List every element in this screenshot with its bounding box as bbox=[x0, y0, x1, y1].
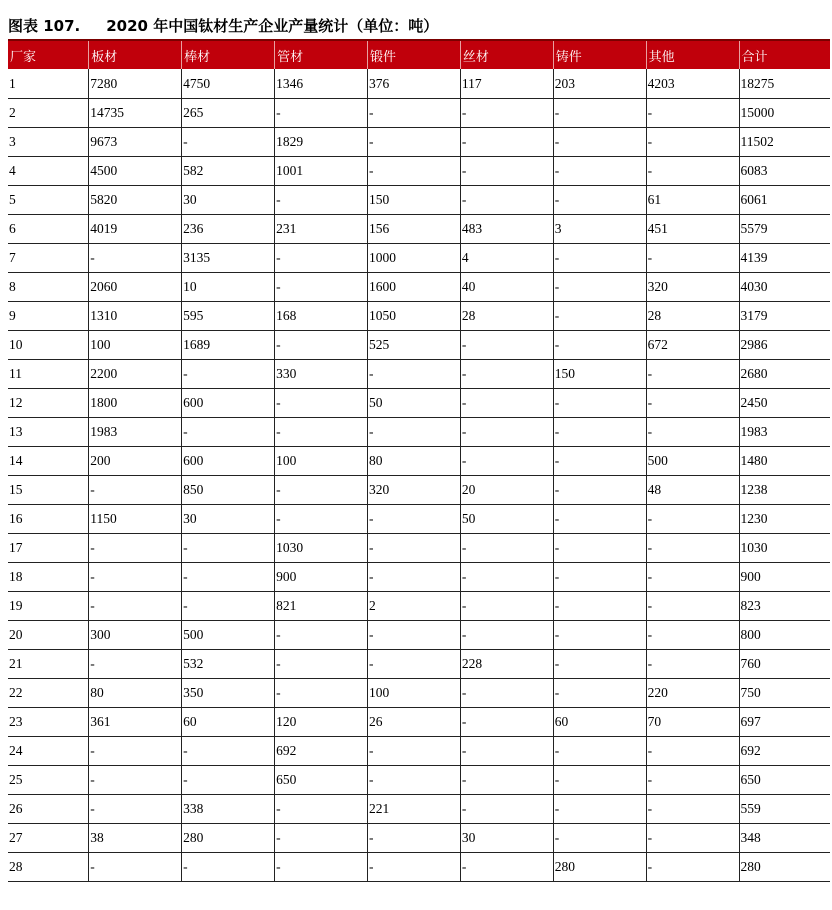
table-cell: 221 bbox=[367, 795, 460, 824]
table-cell: 500 bbox=[646, 447, 739, 476]
table-cell: - bbox=[553, 244, 646, 273]
table-cell: - bbox=[182, 737, 275, 766]
table-cell: - bbox=[460, 708, 553, 737]
table-cell: 280 bbox=[553, 853, 646, 882]
table-cell: 7280 bbox=[89, 69, 182, 99]
table-cell: - bbox=[460, 679, 553, 708]
table-cell: - bbox=[553, 563, 646, 592]
table-cell: 1001 bbox=[275, 157, 368, 186]
table-cell: - bbox=[367, 99, 460, 128]
table-row bbox=[8, 69, 830, 99]
table-row bbox=[8, 737, 830, 766]
table-cell: - bbox=[182, 853, 275, 882]
table-cell: 823 bbox=[739, 592, 830, 621]
manufacturer-cell: 11 bbox=[8, 360, 89, 389]
table-cell: - bbox=[646, 795, 739, 824]
table-cell: - bbox=[553, 186, 646, 215]
table-cell: - bbox=[460, 534, 553, 563]
table-cell: - bbox=[275, 505, 368, 534]
table-body bbox=[8, 69, 830, 882]
table-cell: 4500 bbox=[89, 157, 182, 186]
table-cell: 4 bbox=[460, 244, 553, 273]
table-cell: - bbox=[646, 650, 739, 679]
table-cell: - bbox=[460, 157, 553, 186]
table-cell: - bbox=[460, 737, 553, 766]
table-cell: 1030 bbox=[275, 534, 368, 563]
table-cell: 4750 bbox=[182, 69, 275, 99]
table-cell: 203 bbox=[553, 69, 646, 99]
table-cell: 168 bbox=[275, 302, 368, 331]
table-cell: - bbox=[182, 766, 275, 795]
table-cell: - bbox=[460, 418, 553, 447]
table-cell: 5579 bbox=[739, 215, 830, 244]
table-cell: 1689 bbox=[182, 331, 275, 360]
table-cell: - bbox=[553, 273, 646, 302]
table-cell: - bbox=[646, 389, 739, 418]
table-cell: - bbox=[553, 418, 646, 447]
manufacturer-cell: 4 bbox=[8, 157, 89, 186]
table-cell: - bbox=[460, 128, 553, 157]
table-cell: 61 bbox=[646, 186, 739, 215]
manufacturer-cell: 20 bbox=[8, 621, 89, 650]
table-cell: 361 bbox=[89, 708, 182, 737]
manufacturer-cell: 23 bbox=[8, 708, 89, 737]
table-cell: - bbox=[89, 650, 182, 679]
table-row bbox=[8, 389, 830, 418]
table-cell: 14735 bbox=[89, 99, 182, 128]
manufacturer-cell: 27 bbox=[8, 824, 89, 853]
table-cell: - bbox=[89, 592, 182, 621]
table-cell: - bbox=[460, 447, 553, 476]
table-cell: - bbox=[646, 244, 739, 273]
table-row bbox=[8, 534, 830, 563]
table-cell: - bbox=[275, 273, 368, 302]
table-cell: - bbox=[182, 418, 275, 447]
table-cell: - bbox=[89, 534, 182, 563]
table-row bbox=[8, 679, 830, 708]
table-row bbox=[8, 592, 830, 621]
table-cell: - bbox=[89, 244, 182, 273]
table-cell: - bbox=[275, 331, 368, 360]
table-cell: 280 bbox=[182, 824, 275, 853]
table-cell: - bbox=[275, 824, 368, 853]
table-cell: 38 bbox=[89, 824, 182, 853]
table-cell: 80 bbox=[367, 447, 460, 476]
table-cell: - bbox=[460, 621, 553, 650]
manufacturer-cell: 5 bbox=[8, 186, 89, 215]
table-row bbox=[8, 795, 830, 824]
production-table bbox=[8, 39, 830, 882]
table-cell: - bbox=[460, 331, 553, 360]
manufacturer-cell: 18 bbox=[8, 563, 89, 592]
manufacturer-cell: 19 bbox=[8, 592, 89, 621]
table-cell: - bbox=[182, 592, 275, 621]
table-cell: 451 bbox=[646, 215, 739, 244]
table-cell: - bbox=[646, 418, 739, 447]
table-row bbox=[8, 128, 830, 157]
table-cell: - bbox=[646, 824, 739, 853]
table-cell: 348 bbox=[739, 824, 830, 853]
table-row bbox=[8, 621, 830, 650]
table-cell: - bbox=[553, 650, 646, 679]
manufacturer-cell: 21 bbox=[8, 650, 89, 679]
table-cell: 4019 bbox=[89, 215, 182, 244]
table-cell: 320 bbox=[367, 476, 460, 505]
figure-title: 2020 年中国钛材生产企业产量统计（单位：吨） bbox=[106, 16, 439, 35]
manufacturer-cell: 9 bbox=[8, 302, 89, 331]
table-cell: 821 bbox=[275, 592, 368, 621]
table-cell: - bbox=[367, 650, 460, 679]
table-cell: - bbox=[182, 534, 275, 563]
table-cell: 220 bbox=[646, 679, 739, 708]
table-cell: - bbox=[367, 737, 460, 766]
table-cell: 559 bbox=[739, 795, 830, 824]
table-cell: 40 bbox=[460, 273, 553, 302]
table-cell: 4203 bbox=[646, 69, 739, 99]
table-cell: - bbox=[646, 128, 739, 157]
table-cell: - bbox=[553, 679, 646, 708]
figure-label: 图表 107. bbox=[8, 16, 81, 35]
table-cell: 3 bbox=[553, 215, 646, 244]
table-cell: 582 bbox=[182, 157, 275, 186]
table-cell: - bbox=[367, 621, 460, 650]
table-cell: 692 bbox=[275, 737, 368, 766]
table-cell: 1000 bbox=[367, 244, 460, 273]
table-cell: 100 bbox=[367, 679, 460, 708]
table-cell: - bbox=[275, 418, 368, 447]
table-row bbox=[8, 447, 830, 476]
table-cell: 26 bbox=[367, 708, 460, 737]
table-cell: 30 bbox=[460, 824, 553, 853]
table-row bbox=[8, 273, 830, 302]
table-cell: - bbox=[275, 99, 368, 128]
table-cell: - bbox=[182, 128, 275, 157]
table-cell: - bbox=[646, 853, 739, 882]
column-header: 铸件 bbox=[553, 40, 646, 69]
table-cell: - bbox=[89, 563, 182, 592]
table-cell: 1030 bbox=[739, 534, 830, 563]
table-cell: - bbox=[182, 563, 275, 592]
table-cell: 3179 bbox=[739, 302, 830, 331]
table-cell: - bbox=[646, 766, 739, 795]
table-cell: 30 bbox=[182, 186, 275, 215]
table-cell: - bbox=[89, 853, 182, 882]
table-cell: - bbox=[553, 795, 646, 824]
table-row bbox=[8, 766, 830, 795]
table-row bbox=[8, 418, 830, 447]
table-cell: 800 bbox=[739, 621, 830, 650]
table-cell: 900 bbox=[275, 563, 368, 592]
manufacturer-cell: 13 bbox=[8, 418, 89, 447]
table-cell: 150 bbox=[367, 186, 460, 215]
table-cell: 80 bbox=[89, 679, 182, 708]
table-row bbox=[8, 244, 830, 273]
table-cell: - bbox=[553, 534, 646, 563]
table-cell: - bbox=[367, 157, 460, 186]
table-cell: 1829 bbox=[275, 128, 368, 157]
table-cell: 1230 bbox=[739, 505, 830, 534]
table-cell: 48 bbox=[646, 476, 739, 505]
table-row bbox=[8, 157, 830, 186]
table-cell: 532 bbox=[182, 650, 275, 679]
table-row bbox=[8, 650, 830, 679]
table-cell: 2060 bbox=[89, 273, 182, 302]
column-header: 丝材 bbox=[460, 40, 553, 69]
table-cell: 200 bbox=[89, 447, 182, 476]
table-cell: 2200 bbox=[89, 360, 182, 389]
table-cell: 231 bbox=[275, 215, 368, 244]
table-cell: 5820 bbox=[89, 186, 182, 215]
table-cell: - bbox=[553, 824, 646, 853]
table-row bbox=[8, 853, 830, 882]
table-cell: 1050 bbox=[367, 302, 460, 331]
table-cell: 11502 bbox=[739, 128, 830, 157]
table-cell: - bbox=[646, 360, 739, 389]
column-header: 棒材 bbox=[182, 40, 275, 69]
table-cell: 1983 bbox=[89, 418, 182, 447]
table-cell: - bbox=[646, 621, 739, 650]
table-cell: 70 bbox=[646, 708, 739, 737]
table-cell: - bbox=[553, 476, 646, 505]
table-cell: 6083 bbox=[739, 157, 830, 186]
table-cell: 3135 bbox=[182, 244, 275, 273]
table-cell: 265 bbox=[182, 99, 275, 128]
table-cell: - bbox=[553, 592, 646, 621]
table-cell: 600 bbox=[182, 389, 275, 418]
table-cell: - bbox=[646, 505, 739, 534]
table-cell: - bbox=[275, 853, 368, 882]
manufacturer-cell: 10 bbox=[8, 331, 89, 360]
table-cell: 2680 bbox=[739, 360, 830, 389]
table-cell: 650 bbox=[275, 766, 368, 795]
table-cell: 28 bbox=[646, 302, 739, 331]
table-cell: 60 bbox=[553, 708, 646, 737]
column-header: 其他 bbox=[646, 40, 739, 69]
table-cell: 760 bbox=[739, 650, 830, 679]
column-header: 合计 bbox=[739, 40, 830, 69]
manufacturer-cell: 14 bbox=[8, 447, 89, 476]
table-cell: - bbox=[553, 128, 646, 157]
manufacturer-cell: 8 bbox=[8, 273, 89, 302]
table-row bbox=[8, 99, 830, 128]
table-cell: 100 bbox=[275, 447, 368, 476]
table-cell: 595 bbox=[182, 302, 275, 331]
table-cell: 50 bbox=[460, 505, 553, 534]
table-cell: 1150 bbox=[89, 505, 182, 534]
table-cell: - bbox=[460, 592, 553, 621]
table-row bbox=[8, 708, 830, 737]
table-cell: - bbox=[275, 679, 368, 708]
table-row bbox=[8, 505, 830, 534]
table-cell: - bbox=[646, 534, 739, 563]
table-row bbox=[8, 331, 830, 360]
table-cell: 20 bbox=[460, 476, 553, 505]
table-cell: 338 bbox=[182, 795, 275, 824]
table-cell: - bbox=[553, 99, 646, 128]
table-cell: - bbox=[646, 737, 739, 766]
table-cell: 15000 bbox=[739, 99, 830, 128]
table-row bbox=[8, 360, 830, 389]
table-cell: - bbox=[553, 505, 646, 534]
table-cell: - bbox=[367, 853, 460, 882]
table-cell: - bbox=[367, 824, 460, 853]
table-cell: 483 bbox=[460, 215, 553, 244]
manufacturer-cell: 16 bbox=[8, 505, 89, 534]
table-cell: 350 bbox=[182, 679, 275, 708]
table-cell: 150 bbox=[553, 360, 646, 389]
table-cell: - bbox=[553, 389, 646, 418]
manufacturer-cell: 12 bbox=[8, 389, 89, 418]
table-cell: - bbox=[275, 244, 368, 273]
table-row bbox=[8, 824, 830, 853]
table-cell: 6061 bbox=[739, 186, 830, 215]
table-cell: 1238 bbox=[739, 476, 830, 505]
table-cell: 156 bbox=[367, 215, 460, 244]
table-cell: - bbox=[460, 360, 553, 389]
table-cell: 692 bbox=[739, 737, 830, 766]
table-cell: 10 bbox=[182, 273, 275, 302]
table-cell: - bbox=[367, 360, 460, 389]
table-cell: 1310 bbox=[89, 302, 182, 331]
table-cell: 18275 bbox=[739, 69, 830, 99]
table-cell: 1346 bbox=[275, 69, 368, 99]
table-cell: - bbox=[275, 650, 368, 679]
table-cell: 60 bbox=[182, 708, 275, 737]
table-cell: 100 bbox=[89, 331, 182, 360]
table-cell: 850 bbox=[182, 476, 275, 505]
table-cell: - bbox=[367, 534, 460, 563]
table-header-row bbox=[8, 40, 830, 69]
manufacturer-cell: 26 bbox=[8, 795, 89, 824]
table-cell: 228 bbox=[460, 650, 553, 679]
table-cell: - bbox=[553, 302, 646, 331]
column-header: 厂家 bbox=[8, 40, 89, 69]
column-header: 管材 bbox=[275, 40, 368, 69]
manufacturer-cell: 6 bbox=[8, 215, 89, 244]
table-cell: 280 bbox=[739, 853, 830, 882]
table-cell: - bbox=[460, 389, 553, 418]
manufacturer-cell: 24 bbox=[8, 737, 89, 766]
table-cell: 500 bbox=[182, 621, 275, 650]
manufacturer-cell: 7 bbox=[8, 244, 89, 273]
table-cell: 330 bbox=[275, 360, 368, 389]
table-cell: 600 bbox=[182, 447, 275, 476]
column-header: 锻件 bbox=[367, 40, 460, 69]
column-header: 板材 bbox=[89, 40, 182, 69]
table-cell: - bbox=[460, 795, 553, 824]
figure-caption bbox=[8, 14, 438, 36]
table-cell: - bbox=[275, 795, 368, 824]
table-cell: 900 bbox=[739, 563, 830, 592]
table-cell: 672 bbox=[646, 331, 739, 360]
manufacturer-cell: 17 bbox=[8, 534, 89, 563]
table-cell: 117 bbox=[460, 69, 553, 99]
table-cell: 28 bbox=[460, 302, 553, 331]
table-cell: 697 bbox=[739, 708, 830, 737]
table-cell: - bbox=[553, 447, 646, 476]
table-cell: - bbox=[553, 766, 646, 795]
table-cell: - bbox=[460, 186, 553, 215]
table-cell: - bbox=[275, 389, 368, 418]
table-cell: - bbox=[89, 795, 182, 824]
table-cell: - bbox=[367, 563, 460, 592]
table-cell: - bbox=[460, 853, 553, 882]
table-cell: - bbox=[553, 331, 646, 360]
manufacturer-cell: 22 bbox=[8, 679, 89, 708]
table-cell: 2986 bbox=[739, 331, 830, 360]
table-cell: - bbox=[89, 766, 182, 795]
table-cell: 300 bbox=[89, 621, 182, 650]
table-cell: - bbox=[89, 737, 182, 766]
table-cell: - bbox=[367, 505, 460, 534]
table-cell: 1800 bbox=[89, 389, 182, 418]
table-cell: - bbox=[275, 621, 368, 650]
table-cell: 1480 bbox=[739, 447, 830, 476]
table-cell: - bbox=[553, 621, 646, 650]
table-cell: - bbox=[553, 157, 646, 186]
table-cell: - bbox=[182, 360, 275, 389]
table-cell: - bbox=[275, 476, 368, 505]
table-cell: 2 bbox=[367, 592, 460, 621]
table-cell: - bbox=[275, 186, 368, 215]
table-cell: 30 bbox=[182, 505, 275, 534]
table-cell: - bbox=[367, 128, 460, 157]
table-cell: 120 bbox=[275, 708, 368, 737]
table-cell: - bbox=[646, 563, 739, 592]
table-cell: - bbox=[89, 476, 182, 505]
table-cell: 376 bbox=[367, 69, 460, 99]
table-row bbox=[8, 215, 830, 244]
table-cell: - bbox=[460, 563, 553, 592]
manufacturer-cell: 25 bbox=[8, 766, 89, 795]
table-row bbox=[8, 302, 830, 331]
manufacturer-cell: 28 bbox=[8, 853, 89, 882]
table-cell: 9673 bbox=[89, 128, 182, 157]
table-row bbox=[8, 186, 830, 215]
table-row bbox=[8, 476, 830, 505]
table-cell: - bbox=[367, 766, 460, 795]
table-cell: - bbox=[460, 766, 553, 795]
manufacturer-cell: 2 bbox=[8, 99, 89, 128]
table-cell: 320 bbox=[646, 273, 739, 302]
table-cell: 50 bbox=[367, 389, 460, 418]
table-cell: - bbox=[646, 99, 739, 128]
table-cell: - bbox=[646, 157, 739, 186]
table-cell: - bbox=[367, 418, 460, 447]
manufacturer-cell: 1 bbox=[8, 69, 89, 99]
table-cell: - bbox=[646, 592, 739, 621]
table-cell: 525 bbox=[367, 331, 460, 360]
table-cell: 1983 bbox=[739, 418, 830, 447]
table-cell: 236 bbox=[182, 215, 275, 244]
manufacturer-cell: 15 bbox=[8, 476, 89, 505]
table-cell: 2450 bbox=[739, 389, 830, 418]
manufacturer-cell: 3 bbox=[8, 128, 89, 157]
table-cell: - bbox=[553, 737, 646, 766]
table-cell: 4139 bbox=[739, 244, 830, 273]
table-cell: 1600 bbox=[367, 273, 460, 302]
table-cell: 4030 bbox=[739, 273, 830, 302]
table-cell: - bbox=[460, 99, 553, 128]
table-row bbox=[8, 563, 830, 592]
table-cell: 750 bbox=[739, 679, 830, 708]
table-cell: 650 bbox=[739, 766, 830, 795]
